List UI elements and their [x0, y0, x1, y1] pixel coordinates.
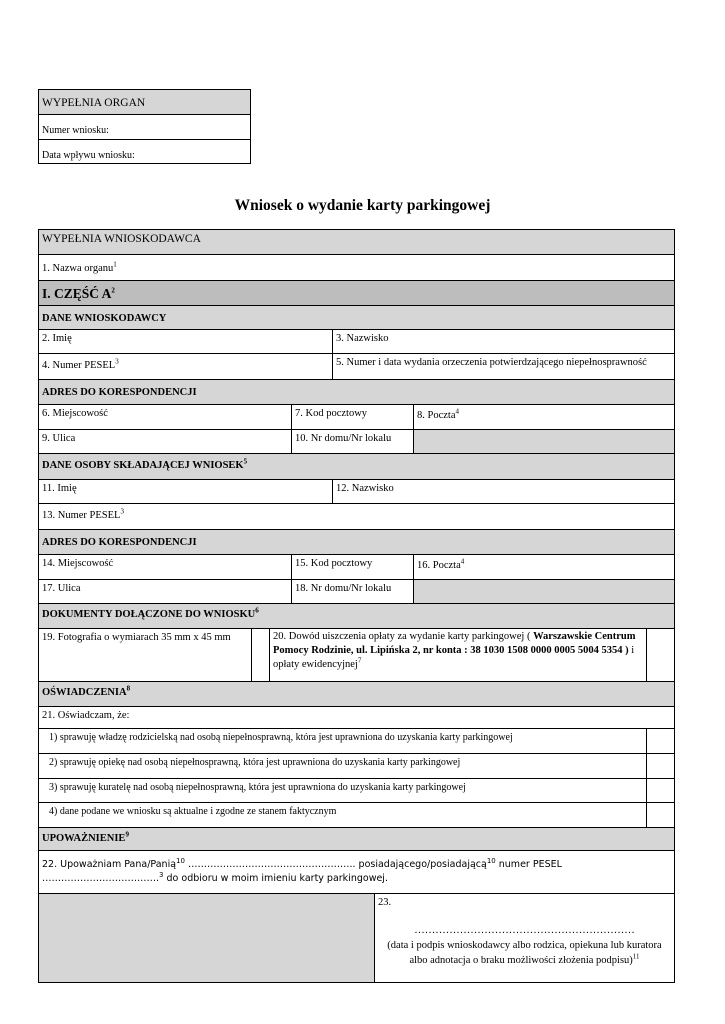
signature-line: ………………………………………………………	[414, 925, 635, 936]
footnote-ref: 3	[120, 507, 124, 516]
city-label: 6. Miejscowość	[42, 408, 108, 419]
fee-attachment	[269, 628, 647, 682]
request-number-field[interactable]	[38, 114, 251, 140]
house-number-label: 10. Nr domu/Nr lokalu	[295, 433, 392, 444]
authorization-text: 22. Upoważniam Pana/Panią	[42, 859, 177, 870]
street-2-field[interactable]	[38, 579, 292, 604]
part-a-label: I. CZĘŚĆ A	[42, 286, 112, 301]
pesel-field[interactable]	[38, 353, 333, 380]
footnote-ref: 4	[460, 557, 465, 566]
submitter-last-name-field[interactable]	[332, 479, 675, 504]
street-label: 9. Ulica	[42, 433, 76, 444]
disabled-cell	[413, 429, 675, 454]
declaration-item	[38, 802, 647, 828]
submitter-header-text: DANE OSOBY SKŁADAJĄCEJ WNIOSEK	[42, 460, 244, 471]
footnote-ref: 10	[486, 856, 496, 865]
postal-code-field[interactable]	[291, 404, 414, 430]
declaration-item-text: 1) sprawuję władzę rodzicielską nad osobą niepełnosprawną, która jest uprawniona do uzyskania karty parkingowej	[49, 732, 513, 743]
submitter-first-name-field[interactable]	[38, 479, 333, 504]
post-office-2-field[interactable]	[413, 554, 675, 580]
fee-account-details: Warszawskie Centrum Pomocy Rodzinie, ul. Lipińska 2, nr konta : 38 1030 1508 0000 0005 5004 5354 )	[273, 631, 636, 656]
correspondence-address-header	[38, 379, 675, 405]
declaration-checkbox[interactable]	[646, 802, 675, 828]
postal-code-2-field[interactable]	[291, 554, 414, 580]
footnote-ref: 8	[126, 684, 131, 693]
declarations-intro-text: 21. Oświadczam, że:	[42, 710, 130, 721]
submitter-header	[38, 453, 675, 480]
certificate-field[interactable]	[332, 353, 675, 380]
form-title: Wniosek o wydanie karty parkingowej	[234, 197, 491, 214]
post-office-field[interactable]	[413, 404, 675, 430]
submitter-pesel-field[interactable]	[38, 503, 675, 530]
declaration-item	[38, 778, 647, 803]
correspondence-address-2-header	[38, 529, 675, 555]
signature-number: 23.	[378, 897, 392, 908]
declaration-checkbox[interactable]	[646, 728, 675, 754]
footnote-ref: 7	[357, 656, 362, 665]
signature-caption-text: albo adnotacja o braku możliwości złożenia podpisu)	[409, 955, 633, 966]
declaration-item-text: 2) sprawuję opiekę nad osobą niepełnosprawną, która jest uprawniona do uzyskania karty parkingowej	[49, 757, 461, 768]
post-office-2-label: 16. Poczta	[417, 560, 461, 571]
signature-caption: (data i podpis wnioskodawcy albo rodzica, opiekuna lub kuratora	[387, 940, 662, 951]
declaration-item-text: 3) sprawuję kuratelę nad osobą niepełnosprawną, która jest uprawniona do uzyskania karty parkingowej	[49, 782, 466, 793]
receipt-date-label: Data wpływu wniosku:	[42, 150, 135, 161]
house-number-2-label: 18. Nr domu/Nr lokalu	[295, 583, 392, 594]
footnote-ref: 4	[455, 407, 459, 416]
submitter-pesel-label: 13. Numer PESEL	[42, 510, 121, 521]
first-name-label: 2. Imię	[42, 333, 72, 344]
footnote-ref: 3	[159, 870, 164, 879]
city-2-label: 14. Miejscowość	[42, 558, 114, 569]
footnote-ref: 1	[113, 260, 117, 269]
applicant-header	[38, 229, 675, 255]
declarations-header-text: OŚWIADCZENIA	[42, 687, 127, 698]
declaration-item	[38, 728, 647, 754]
authorization-text: …………………………………………….. posiadającego/posiadającą	[184, 859, 487, 870]
fee-label: 20. Dowód uiszczenia opłaty za wydanie karty parkingowej (	[273, 631, 534, 642]
fee-checkbox[interactable]	[646, 628, 675, 682]
postal-code-label: 7. Kod pocztowy	[295, 408, 368, 419]
documents-header	[38, 603, 675, 629]
declaration-checkbox[interactable]	[646, 778, 675, 803]
fee-label-suffix: i opłaty ewidencyjnej	[273, 645, 635, 670]
photo-attachment-label: 19. Fotografia o wymiarach 35 mm x 45 mm	[42, 632, 231, 643]
correspondence-address-header-text: ADRES DO KORESPONDENCJI	[42, 387, 197, 398]
organ-box-header	[38, 89, 251, 115]
last-name-field[interactable]	[332, 329, 675, 354]
submitter-first-name-label: 11. Imię	[42, 483, 77, 494]
part-a-header	[38, 280, 675, 306]
correspondence-address-2-header-text: ADRES DO KORESPONDENCJI	[42, 537, 197, 548]
certificate-label: 5. Numer i data wydania orzeczenia potwierdzającego niepełnosprawność	[336, 357, 647, 368]
photo-checkbox[interactable]	[251, 628, 270, 682]
signature-field[interactable]	[374, 893, 675, 983]
house-number-2-field[interactable]	[291, 579, 414, 604]
footnote-ref: 3	[115, 357, 119, 366]
footnote-ref: 6	[255, 606, 259, 615]
street-2-label: 17. Ulica	[42, 583, 81, 594]
signature-caption-2	[378, 953, 671, 968]
documents-header-text: DOKUMENTY DOŁĄCZONE DO WNIOSKU	[42, 609, 256, 620]
declarations-header	[38, 681, 675, 707]
submitter-last-name-label: 12. Nazwisko	[336, 483, 394, 494]
signature-blank-area	[38, 893, 375, 983]
house-number-field[interactable]	[291, 429, 414, 454]
footnote-ref: 2	[111, 286, 115, 295]
street-field[interactable]	[38, 429, 292, 454]
authorization-text: do odbioru w moim imieniu karty parkingowej.	[163, 873, 388, 884]
footnote-ref: 9	[125, 830, 129, 839]
request-number-label: Numer wniosku:	[42, 125, 109, 136]
city-2-field[interactable]	[38, 554, 292, 580]
disabled-cell	[413, 579, 675, 604]
declaration-item-text: 4) dane podane we wniosku są aktualne i zgodne ze stanem faktycznym	[49, 806, 337, 817]
city-field[interactable]	[38, 404, 292, 430]
applicant-header-text: WYPEŁNIA WNIOSKODAWCA	[42, 233, 201, 245]
applicant-data-header-text: DANE WNIOSKODAWCY	[42, 313, 167, 324]
last-name-label: 3. Nazwisko	[336, 333, 389, 344]
applicant-data-header	[38, 305, 675, 330]
declarations-intro	[38, 706, 675, 729]
postal-code-2-label: 15. Kod pocztowy	[295, 558, 373, 569]
footnote-ref: 10	[176, 856, 185, 865]
first-name-field[interactable]	[38, 329, 333, 354]
footnote-ref: 5	[243, 457, 248, 466]
post-office-label: 8. Poczta	[417, 410, 456, 421]
organ-name-field[interactable]	[38, 254, 675, 281]
authorization-statement[interactable]	[38, 850, 675, 894]
receipt-date-field[interactable]	[38, 139, 251, 164]
authorization-text: numer PESEL ……………………………….	[42, 859, 562, 884]
authorization-header-text: UPOWAŻNIENIE	[42, 833, 126, 844]
organ-name-label: 1. Nazwa organu	[42, 263, 114, 274]
footnote-ref: 11	[632, 952, 640, 961]
declaration-item	[38, 753, 647, 779]
authorization-header	[38, 827, 675, 851]
photo-attachment	[38, 628, 252, 682]
declaration-checkbox[interactable]	[646, 753, 675, 779]
organ-box-header-text: WYPEŁNIA ORGAN	[42, 97, 146, 109]
pesel-label: 4. Numer PESEL	[42, 360, 116, 371]
